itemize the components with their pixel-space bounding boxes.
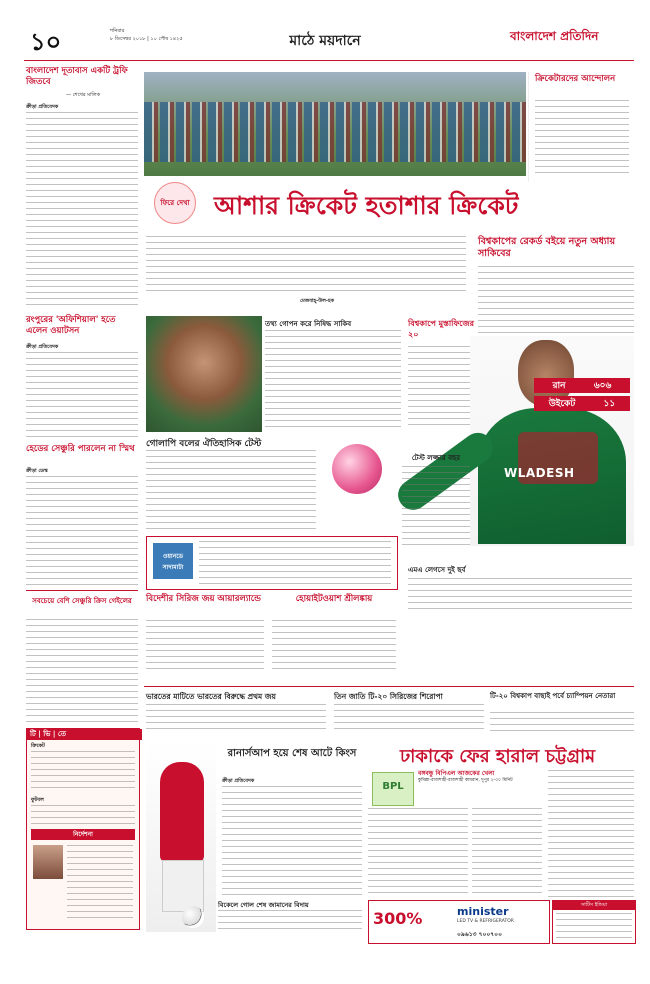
- hero-headline: আশার ক্রিকেট হতাশার ক্রিকেট: [214, 191, 519, 220]
- page-number: ১০: [30, 28, 62, 56]
- test-shame-text: [402, 466, 470, 546]
- mid-strip-1-title: ভারতের মাটিতে ভারতের বিরুদ্ধে প্রথম জয়: [146, 692, 276, 701]
- odi-text: [199, 541, 391, 585]
- mid-strip-2-text: [334, 704, 484, 732]
- bpl-logo: [372, 772, 414, 806]
- dhaka-subtitle: বঙ্গবন্ধু বিপিএল আজকের খেলা: [418, 770, 495, 777]
- tv-title: টি | ভি | তে: [27, 729, 142, 740]
- mid-strip-top-rule: [144, 686, 634, 687]
- sakib-record-text: [478, 266, 634, 344]
- bpl-section: [146, 742, 362, 942]
- ad-phone: ০৯৬১৩ ৭০০৭০০: [457, 931, 502, 938]
- sakib-record-title: বিশ্বকাপের রেকর্ড বইয়ে নতুন অধ্যায় সাকিবের: [478, 236, 616, 259]
- novel-text: [67, 845, 133, 923]
- odi-box: [146, 536, 398, 590]
- test-shame-title: টেস্ট লজ্জার বছর: [411, 454, 461, 462]
- novel-title: নির্দেশনা: [31, 829, 135, 840]
- masthead: [0, 0, 650, 64]
- ireland-text: [146, 620, 264, 670]
- team-players: [144, 102, 526, 162]
- left-story2-title: রংপুরের 'অফিশিয়াল' হতে এলেন ওয়াটসন: [26, 315, 116, 336]
- tv-football-list: [31, 805, 135, 825]
- left-story1-body: [26, 112, 138, 308]
- pink-ball-icon: [332, 444, 382, 494]
- wickets-label: উইকেট: [548, 399, 576, 409]
- dhaka-title: ঢাকাকে ফের হারাল চট্টগ্রাম: [400, 746, 596, 767]
- minister-ad: [368, 900, 550, 944]
- legs-text: [408, 578, 632, 612]
- dhaka-text-3: [548, 770, 634, 898]
- schedule-box: [552, 900, 636, 944]
- cricketers-sidebar-text: [535, 100, 629, 178]
- test-shame-box: [402, 440, 470, 550]
- bpl-player-legs: [162, 860, 204, 912]
- bpl-byline: ক্রীড়া প্রতিবেদক: [222, 778, 255, 784]
- left-story3-byline: ক্রীড়া ডেস্ক: [26, 468, 48, 474]
- sakib-jersey: [478, 408, 626, 544]
- sakib-jersey-text: WLADESH: [504, 466, 575, 480]
- runs-label: রান: [552, 381, 566, 391]
- bkash-title: বিকেলে গোল শেষ জামানের বিদায়: [218, 901, 309, 909]
- wickets-value: ১১: [603, 399, 616, 409]
- paper-logo: বাংলাদেশ প্রতিদিন: [510, 29, 599, 43]
- sakib-info-text: [265, 330, 401, 430]
- fire-dekha-logo: [154, 182, 196, 224]
- mid-strip-3-text: [490, 712, 634, 732]
- section-title: মাঠে ময়দানে: [289, 33, 361, 49]
- mid-strip-1-text: [146, 704, 326, 732]
- left-story3-body: [26, 476, 138, 586]
- left-story2-body: [26, 352, 138, 440]
- wickets-stat: [534, 396, 630, 411]
- left-story1-byline: ক্রীড়া প্রতিবেদক: [26, 104, 59, 110]
- mid-strip-2-title: তিন জাতি টি-২০ সিরিজের শিরোপা: [334, 692, 443, 701]
- left-story4-title: সবচেয়ে বেশি সেঞ্চুরি ক্রিস গেইলের: [32, 597, 132, 605]
- srilanka-text: [272, 620, 396, 670]
- tv-box: [26, 728, 140, 930]
- sakib-big-photo: [470, 336, 634, 546]
- pink-ball-section: [146, 436, 396, 532]
- tv-cricket-list: [31, 751, 135, 791]
- sakib-portrait: [146, 316, 262, 432]
- novel-avatar: [33, 845, 63, 879]
- odi-badge: [153, 543, 193, 579]
- srilanka-title: হোয়াইটওয়াশ শ্রীলঙ্কায়: [295, 594, 373, 604]
- team-photo: [144, 72, 526, 176]
- sakib-info-title: তথ্য গোপন করে নিষিদ্ধ সাকিব: [265, 320, 352, 328]
- ad-brand: minister: [457, 905, 509, 918]
- dhaka-text-2: [472, 808, 542, 896]
- cricketers-sidebar-title: ক্রিকেটারদের আন্দোলন: [535, 74, 616, 84]
- schedule-list: [556, 913, 632, 941]
- dhaka-text-1: [368, 808, 468, 896]
- legs-title: এমএ লেগসে দুই ছর্ব: [408, 566, 466, 574]
- mustafiz-title: বিশ্বকাপে মুস্তাফিজের ২০: [408, 319, 475, 339]
- bkash-text: [218, 910, 362, 932]
- mid-strip-3-title: টি-২০ বিশ্বকাপ বাছাই পর্বে চ্যাম্পিয়ন নেতারা: [490, 692, 616, 700]
- hero-band: [144, 180, 634, 230]
- runs-stat: [534, 378, 630, 393]
- mid-strip-3: [490, 692, 634, 734]
- bpl-text: [222, 786, 362, 896]
- bpl-title: রানার্সআপ হয়ে শেষ আটে কিংস: [227, 748, 357, 759]
- left-story2-byline: ক্রীড়া প্রতিবেদক: [26, 344, 59, 350]
- left-story4-box: [26, 590, 138, 731]
- odi-badge-1: ওয়ানডে: [162, 553, 184, 560]
- cricketers-sidebar: [528, 72, 633, 182]
- masthead-rule: [24, 60, 634, 61]
- bpl-logo-text: BPL: [382, 781, 404, 792]
- mid-strip-2: [334, 692, 484, 734]
- left-story1-title: বাংলাদেশ দূতাবাস একটি ট্রফি জিতবে: [26, 66, 128, 87]
- mid-strip-1: [146, 692, 326, 734]
- schedule-title: সাটিস ইন্ডিয়া: [553, 901, 635, 910]
- tv-football-label: ফুটবল: [31, 797, 44, 803]
- hero-body: [146, 236, 466, 296]
- left-story4-body: [26, 619, 138, 727]
- bpl-player-photo: [146, 742, 216, 932]
- ireland-title: বিদেশীর সিরিজ জয় আয়ারল্যান্ডে: [146, 594, 261, 604]
- fire-dekha-text: ফিরে দেখা: [160, 199, 190, 207]
- hero-byline: মেজবাহ্-উল-হক: [300, 298, 335, 304]
- left-story3-title: হেডের সেঞ্চুরি পারলেন না স্মিথ: [26, 444, 135, 454]
- masthead-date: ৮ ডিসেম্বর ২০১৮ | ১০ পৌষ ১৪২৫: [110, 36, 183, 42]
- tv-cricket-label: ক্রিকেট: [31, 743, 45, 749]
- football-icon: [182, 906, 204, 928]
- masthead-day: শনিবার: [110, 28, 125, 34]
- dhaka-today: কুমিল্লা-রাজশাহী-রাজশাহী কামরান, দুপুর ২-০০ মিনিট: [418, 778, 513, 783]
- pink-ball-text: [146, 450, 316, 530]
- left-story1-author: — শেখের মালিক: [66, 92, 101, 98]
- bpl-player-body: [160, 762, 204, 862]
- runs-value: ৬০৬: [593, 381, 612, 391]
- pink-ball-title: গোলাপি বলের ঐতিহাসিক টেস্ট: [146, 439, 262, 449]
- ad-subtitle: LED TV & REFRIGERATOR: [457, 919, 514, 924]
- ad-percent: 300%: [373, 909, 423, 928]
- odi-badge-2: সাদামাটা: [162, 564, 184, 571]
